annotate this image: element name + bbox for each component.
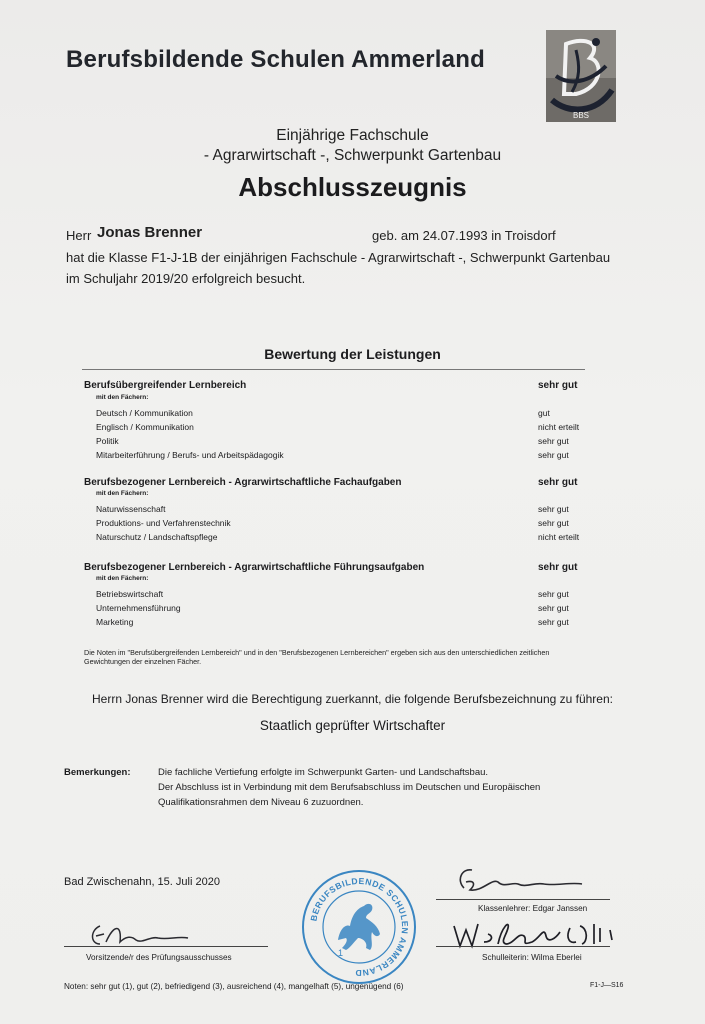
logo-text: BBS — [572, 111, 590, 120]
subject-grade: sehr gut — [538, 504, 569, 514]
grade-weighting-note — [84, 648, 644, 666]
signature-line — [64, 946, 268, 947]
subject-name: Naturwissenschaft — [96, 504, 166, 514]
subject-name: Betriebswirtschaft — [96, 589, 164, 599]
subject-grade: gut — [538, 408, 550, 418]
school-seal — [300, 868, 418, 986]
principal-caption: Schulleiterin: Wilma Eberlei — [482, 953, 582, 962]
school-year-info: im Schuljahr 2019/20 erfolgreich besucht. — [66, 271, 306, 286]
seal-number: 1 — [338, 948, 344, 958]
school-logo — [546, 30, 616, 122]
subject-name: Englisch / Kommunikation — [96, 422, 194, 432]
subjects-label: mit den Fächern: — [96, 575, 149, 582]
subject-name: Produktions- und Verfahrenstechnik — [96, 518, 231, 528]
signature-line — [436, 946, 610, 947]
certificate-title: Abschlusszeugnis — [238, 172, 467, 202]
class-info: hat die Klasse F1-J-1B der einjährigen Fachschule - Agrarwirtschaft -, Schwerpunkt Gartenbau — [66, 250, 611, 265]
class-teacher-caption: Klassenlehrer: Edgar Janssen — [478, 904, 588, 913]
school-type: Einjährige Fachschule — [276, 127, 429, 144]
form-code: F1-J—S16 — [590, 982, 624, 989]
learning-area-grade: sehr gut — [538, 380, 578, 391]
subject-grade: sehr gut — [538, 603, 569, 613]
remarks-line: Der Abschluss ist in Verbindung mit dem Berufsabschluss im Deutschen und Europäischen — [158, 782, 541, 793]
learning-area-name: Berufsübergreifender Lernbereich — [84, 380, 247, 391]
learning-area-name: Berufsbezogener Lernbereich - Agrarwirtschaftliche Fachaufgaben — [84, 477, 402, 488]
remarks-line: Die fachliche Vertiefung erfolgte im Schwerpunkt Garten- und Landschaftsbau. — [158, 767, 489, 778]
note-line: Die Noten im "Berufsübergreifenden Lernbereich" und in den "Berufsbezogenen Lernbereichen" ergeben sich aus den unterschiedlichen zeitlichen — [84, 648, 550, 657]
grade-key: Noten: sehr gut (1), gut (2), befriedigend (3), ausreichend (4), mangelhaft (5), ungenügend (6) — [64, 982, 404, 991]
subject-grade: sehr gut — [538, 589, 569, 599]
note-line: Gewichtungen der einzelnen Fächer. — [84, 657, 202, 666]
subject-grade: nicht erteilt — [538, 532, 580, 542]
evaluation-heading: Bewertung der Leistungen — [264, 346, 441, 362]
subject-name: Mitarbeiterführung / Berufs- und Arbeitspädagogik — [96, 450, 284, 460]
signature-line — [436, 899, 610, 900]
subject-grade: sehr gut — [538, 436, 569, 446]
subject-grade: sehr gut — [538, 450, 569, 460]
subject-name: Deutsch / Kommunikation — [96, 408, 193, 418]
learning-area-name: Berufsbezogener Lernbereich - Agrarwirtschaftliche Führungsaufgaben — [84, 562, 425, 573]
salutation: Herr — [66, 228, 92, 243]
subject-grade: sehr gut — [538, 617, 569, 627]
subject-name: Unternehmensführung — [96, 603, 181, 613]
subjects-label: mit den Fächern: — [96, 490, 149, 497]
birth-info: geb. am 24.07.1993 in Troisdorf — [372, 228, 556, 243]
subject-grade: nicht erteilt — [538, 422, 580, 432]
subject-name: Politik — [96, 436, 119, 446]
subjects-label: mit den Fächern: — [96, 394, 149, 401]
remarks-label: Bemerkungen: — [64, 767, 131, 778]
entitlement-statement: Herrn Jonas Brenner wird die Berechtigung zuerkannt, die folgende Berufsbezeichnung zu führen: — [92, 692, 613, 706]
class-teacher-signature — [452, 860, 592, 900]
subject-name: Naturschutz / Landschaftspflege — [96, 532, 218, 542]
student-name: Jonas Brenner — [97, 224, 203, 241]
school-name: Berufsbildende Schulen Ammerland — [66, 46, 485, 73]
chair-caption: Vorsitzende/r des Prüfungsausschusses — [86, 953, 232, 962]
school-specialization: - Agrarwirtschaft -, Schwerpunkt Gartenbau — [203, 147, 502, 164]
remarks-line: Qualifikationsrahmen dem Niveau 6 zuzuordnen. — [158, 797, 364, 808]
learning-area-grade: sehr gut — [538, 562, 578, 573]
learning-area-grade: sehr gut — [538, 477, 578, 488]
subject-name: Marketing — [96, 617, 134, 627]
place-and-date: Bad Zwischenahn, 15. Juli 2020 — [64, 876, 220, 888]
professional-title: Staatlich geprüfter Wirtschafter — [259, 718, 446, 733]
heading-divider — [82, 369, 585, 370]
seal-ring-text: BERUFSBILDENDE SCHULEN AMMERLAND — [308, 875, 411, 979]
subject-grade: sehr gut — [538, 518, 569, 528]
